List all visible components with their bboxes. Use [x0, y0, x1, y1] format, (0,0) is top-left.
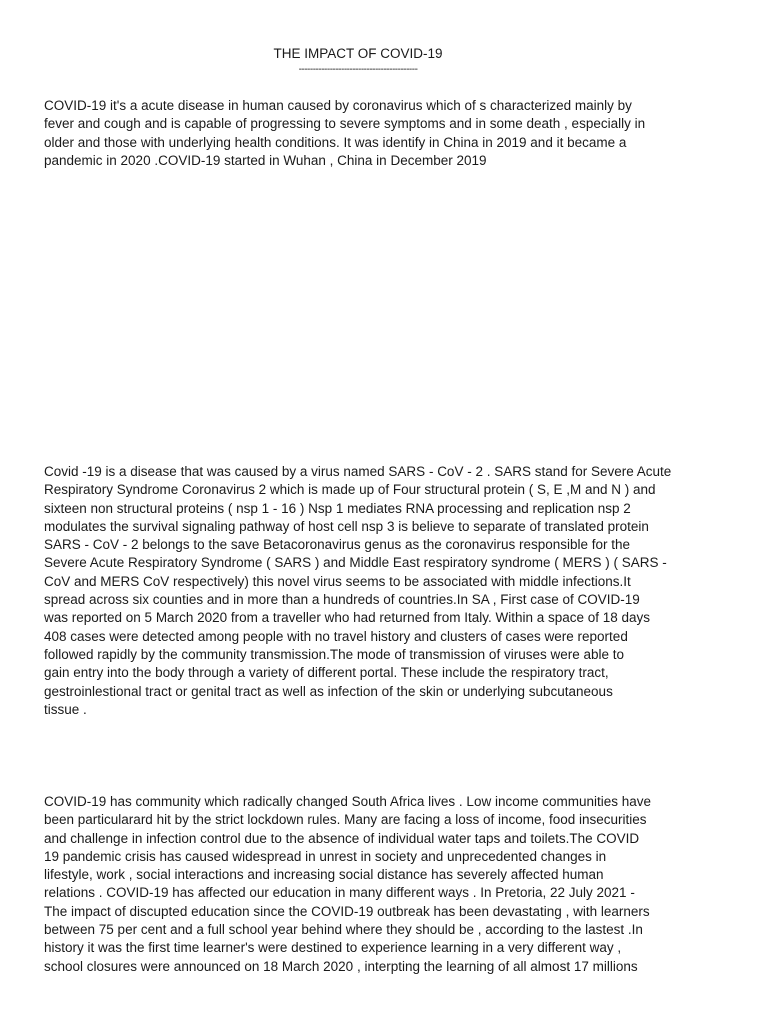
paragraph-line: tissue .	[44, 701, 87, 717]
paragraph-intro	[44, 97, 734, 170]
paragraph-line: modulates the survival signaling pathway of host cell nsp 3 is believe to separate of translated protein	[44, 518, 649, 534]
paragraph-line: was reported on 5 March 2020 from a traveller who had returned from Italy. Within a space of 18 days	[44, 610, 651, 626]
paragraph-line: COVID-19 has community which radically changed South Africa lives . Low income communities have	[44, 794, 652, 809]
paragraph-line: lifestyle, work , social interactions and increasing social distance has severely affected human	[44, 867, 604, 883]
paragraph-line: gestroinlestional tract or genital tract as well as infection of the skin or underlying subcutaneous	[44, 683, 613, 699]
paragraph-line: COVID-19 it's a acute disease in human caused by coronavirus which of s characterized mainly by	[44, 98, 632, 113]
paragraph-line: fever and cough and is capable of progressing to severe symptoms and in some death , especially in	[44, 116, 646, 132]
paragraph-line: spread across six counties and in more than a hundreds of countries.In SA , First case of COVID-19	[44, 592, 640, 608]
paragraph-line: sixteen non structural proteins ( nsp 1 - 16 ) Nsp 1 mediates RNA processing and replication nsp 2	[44, 500, 631, 516]
paragraph-line: been particularard hit by the strict lockdown rules. Many are facing a loss of income, food insecurities	[44, 812, 647, 828]
paragraph-line: history it was the first time learner's were destined to experience learning in a very different way ,	[44, 940, 622, 956]
paragraph-line: older and those with underlying health conditions. It was identify in China in 2019 and it became a	[44, 134, 627, 150]
paragraph-line: Severe Acute Respiratory Syndrome ( SARS ) and Middle East respiratory syndrome ( MERS ) ( SARS -	[44, 555, 667, 571]
paragraph-line: and challenge in infection control due to the absence of individual water taps and toilets.The COVID	[44, 830, 640, 846]
document-title: THE IMPACT OF COVID-19	[273, 46, 443, 61]
paragraph-line: pandemic in 2020 .COVID-19 started in Wuhan , China in December 2019	[44, 152, 487, 168]
title-underline: ------------------------------------------	[298, 64, 418, 75]
paragraph-line: CoV and MERS CoV respectively) this novel virus seems to be associated with middle infections.It	[44, 573, 631, 589]
paragraph-social-impact	[44, 793, 734, 976]
paragraph-virus-description	[44, 463, 734, 719]
paragraph-line: 408 cases were detected among people with no travel history and clusters of cases were reported	[44, 628, 628, 644]
paragraph-line: gain entry into the body through a variety of different portal. These include the respiratory tract,	[44, 665, 609, 681]
paragraph-line: Covid -19 is a disease that was caused by a virus named SARS - CoV - 2 . SARS stand for Severe Acute	[44, 464, 672, 479]
paragraph-line: 19 pandemic crisis has caused widespread in unrest in society and unprecedented changes in	[44, 848, 607, 864]
paragraph-line: The impact of discupted education since the COVID-19 outbreak has been devastating , with learners	[44, 903, 650, 919]
paragraph-line: relations . COVID-19 has affected our education in many different ways . In Pretoria, 22 July 2021 -	[44, 885, 635, 901]
paragraph-line: school closures were announced on 18 March 2020 , interpting the learning of all almost 17 millions	[44, 958, 638, 974]
paragraph-line: Respiratory Syndrome Coronavirus 2 which is made up of Four structural protein ( S, E ,M and N ) and	[44, 482, 656, 498]
paragraph-line: SARS - CoV - 2 belongs to the save Betacoronavirus genus as the coronavirus responsible for the	[44, 537, 631, 553]
paragraph-line: followed rapidly by the community transmission.The mode of transmission of viruses were able to	[44, 646, 624, 662]
paragraph-line: between 75 per cent and a full school year behind where they should be , according to the lastest .In	[44, 922, 643, 938]
